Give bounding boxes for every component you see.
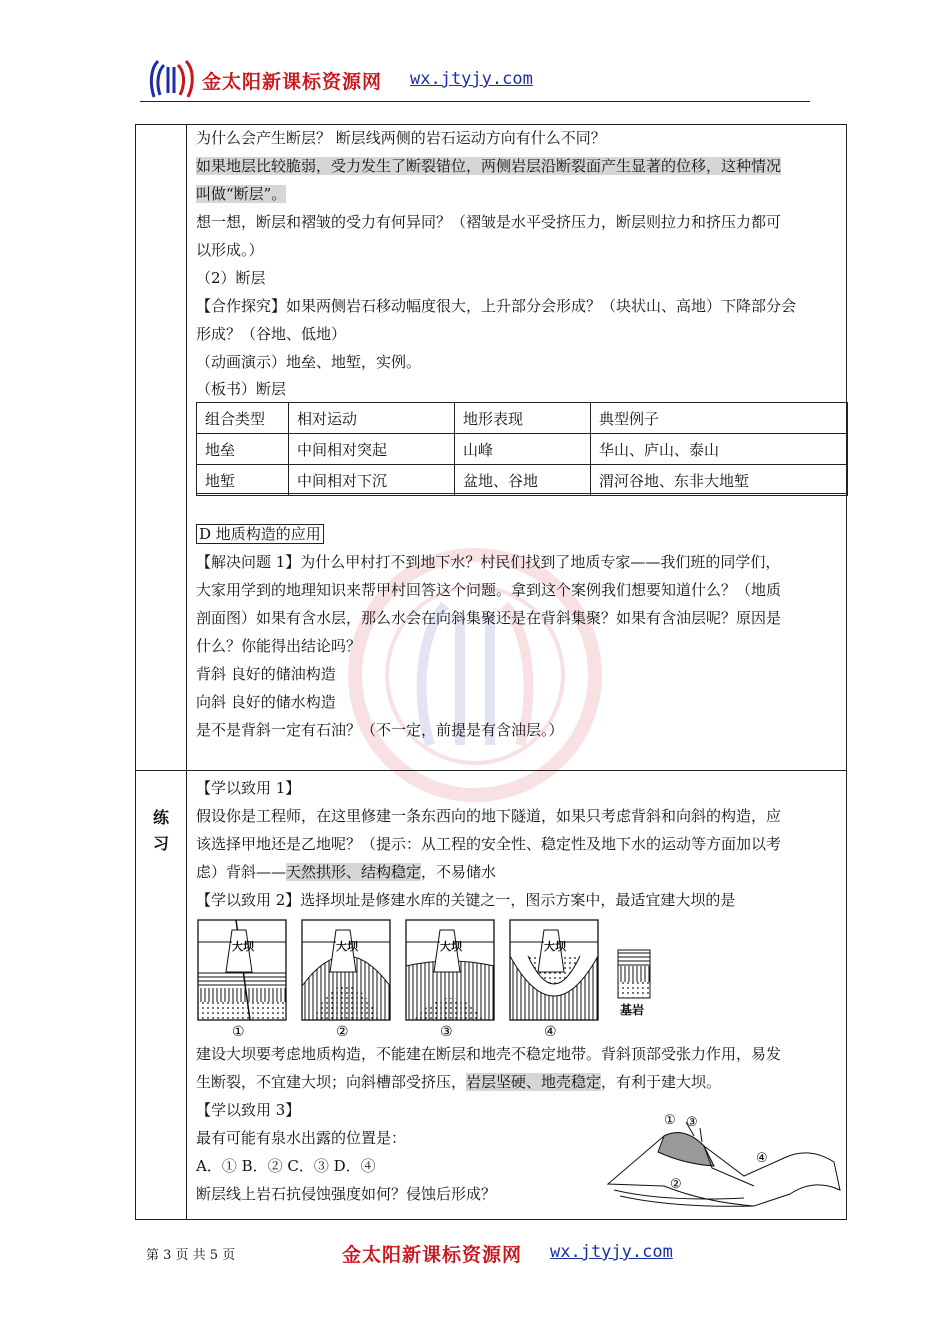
- text-line: [196, 858, 846, 886]
- text-span: ，有利于建大坝。: [601, 1073, 722, 1091]
- dam-label: 大坝: [232, 940, 254, 953]
- text-span: ，不易储水: [421, 863, 497, 881]
- page-header: [140, 55, 810, 102]
- text-line: 向斜 良好的储水构造: [196, 693, 336, 711]
- highlighted-text: 天然拱形、结构稳定: [286, 863, 422, 881]
- position-label: ④: [756, 1151, 768, 1166]
- column-divider: [186, 125, 187, 1219]
- text-line: 什么？你能得出结论吗？: [196, 637, 362, 655]
- text-line: 剖面图）如果有含水层，那么水会在向斜集聚还是在背斜集聚？如果有含油层呢？原因是: [196, 609, 782, 627]
- panel-2: [302, 920, 390, 1020]
- text-line: 【解决问题 1】为什么甲村打不到地下水？村民们找到了地质专家——我们班的同学们，: [196, 553, 781, 571]
- bedrock-legend: [618, 950, 650, 1017]
- table-cell: 中间相对下沉: [289, 465, 455, 496]
- table-header-row: [197, 403, 848, 434]
- figure-number: ②: [336, 1024, 349, 1040]
- section-title: D 地质构造的应用: [196, 524, 324, 544]
- table-cell: 山峰: [455, 434, 591, 465]
- dam-label: 大坝: [544, 940, 566, 953]
- position-label: ②: [670, 1177, 682, 1192]
- text-line: [196, 1068, 846, 1096]
- text-line: [196, 520, 846, 548]
- text-line: 【学以致用 1】: [196, 779, 301, 797]
- dam-label: 大坝: [440, 940, 462, 953]
- dam-label: 大坝: [336, 940, 358, 953]
- page-footer: [140, 1236, 810, 1276]
- panel-3: [406, 920, 494, 1020]
- table-header: 组合类型: [197, 403, 289, 434]
- figure-number: ①: [232, 1024, 245, 1040]
- text-line: [196, 180, 846, 208]
- logo-icon: [148, 57, 198, 101]
- text-line: 是不是背斜一定有石油？（不一定，前提是有含油层。）: [196, 721, 564, 739]
- table-cell: 渭河谷地、东非大地堑: [591, 465, 848, 496]
- table-header: 相对运动: [289, 403, 455, 434]
- text-line: 建设大坝要考虑地质构造，不能建在断层和地壳不稳定地带。背斜顶部受张力作用，易发: [196, 1045, 782, 1063]
- spring-fault-diagram: [604, 1106, 844, 1210]
- site-url-link[interactable]: wx.jtyjy.com: [410, 69, 533, 89]
- table-cell: 盆地、谷地: [455, 465, 591, 496]
- text-line: 【学以致用 2】选择坝址是修建水库的关键之一，图示方案中，最适宜建大坝的是: [196, 891, 736, 909]
- text-line: 【学以致用 3】: [196, 1101, 301, 1119]
- text-line: [196, 152, 846, 180]
- answer-options: A．① B．② C．③ D．④: [196, 1157, 376, 1175]
- text-span: 生断裂，不宜建大坝；向斜槽部受挤压，: [196, 1073, 467, 1091]
- figure-number: ③: [440, 1024, 453, 1040]
- table-row: [197, 465, 848, 496]
- position-label: ③: [686, 1115, 698, 1130]
- table-cell: 地垒: [197, 434, 289, 465]
- text-line: 【合作探究】如果两侧岩石移动幅度很大，上升部分会形成？（块状山、高地）下降部分会: [196, 297, 797, 315]
- text-line: 想一想，断层和褶皱的受力有何异同？（褶皱是水平受挤压力，断层则拉力和挤压力都可: [196, 213, 782, 231]
- text-line: 假设你是工程师，在这里修建一条东西向的地下隧道，如果只考虑背斜和向斜的构造，应: [196, 807, 782, 825]
- brand-name: 金太阳新课标资源网: [202, 71, 383, 93]
- table-header: 地形表现: [455, 403, 591, 434]
- text-line: 以形成。）: [196, 241, 264, 259]
- page-number: 第 3 页 共 5 页: [146, 1248, 236, 1263]
- table-header: 典型例子: [591, 403, 848, 434]
- position-label: ①: [664, 1113, 676, 1128]
- text-line: 断层线上岩石抗侵蚀强度如何？侵蚀后形成？: [196, 1185, 497, 1203]
- fault-table: [196, 402, 848, 496]
- text-span: 虑）背斜——: [196, 863, 287, 881]
- highlighted-text: 岩层坚硬、地壳稳定: [466, 1073, 602, 1091]
- row-divider: [136, 770, 846, 771]
- text-line: 最有可能有泉水出露的位置是：: [196, 1129, 407, 1147]
- panel-4: [510, 920, 598, 1020]
- table-bottom-rule: [196, 493, 848, 494]
- text-line: 背斜 良好的储油构造: [196, 665, 336, 683]
- text-line: 大家用学到的地理知识来帮甲村回答这个问题。拿到这个案例我们想要知道什么？（地质: [196, 581, 782, 599]
- table-cell: 地堑: [197, 465, 289, 496]
- panel-1: [198, 920, 286, 1020]
- highlighted-text: 叫做“断层”。: [196, 185, 287, 203]
- text-line: 形成？（谷地、低地）: [196, 325, 347, 343]
- text-line: 该选择甲地还是乙地呢？（提示：从工程的安全性、稳定性及地下水的运动等方面加以考: [196, 835, 782, 853]
- practice-label: 练习: [152, 808, 169, 853]
- highlighted-text: 如果地层比较脆弱，受力发生了断裂错位，两侧岩层沿断裂面产生显著的位移，这种情况: [196, 157, 782, 175]
- table-cell: 华山、庐山、泰山: [591, 434, 848, 465]
- footer-url-link[interactable]: wx.jtyjy.com: [550, 1242, 673, 1262]
- footer-brand: 金太阳新课标资源网: [342, 1244, 523, 1266]
- figure-number: ④: [544, 1024, 557, 1040]
- bedrock-label: 基岩: [620, 1003, 645, 1017]
- table-row: [197, 434, 848, 465]
- dam-site-diagram: [196, 916, 656, 1040]
- text-line: 为什么会产生断层？ 断层线两侧的岩石运动方向有什么不同？: [196, 129, 606, 147]
- table-cell: 中间相对突起: [289, 434, 455, 465]
- text-line: （动画演示）地垒、地堑，实例。: [196, 353, 422, 371]
- text-line: （2）断层: [196, 269, 266, 287]
- text-line: （板书）断层: [196, 380, 287, 398]
